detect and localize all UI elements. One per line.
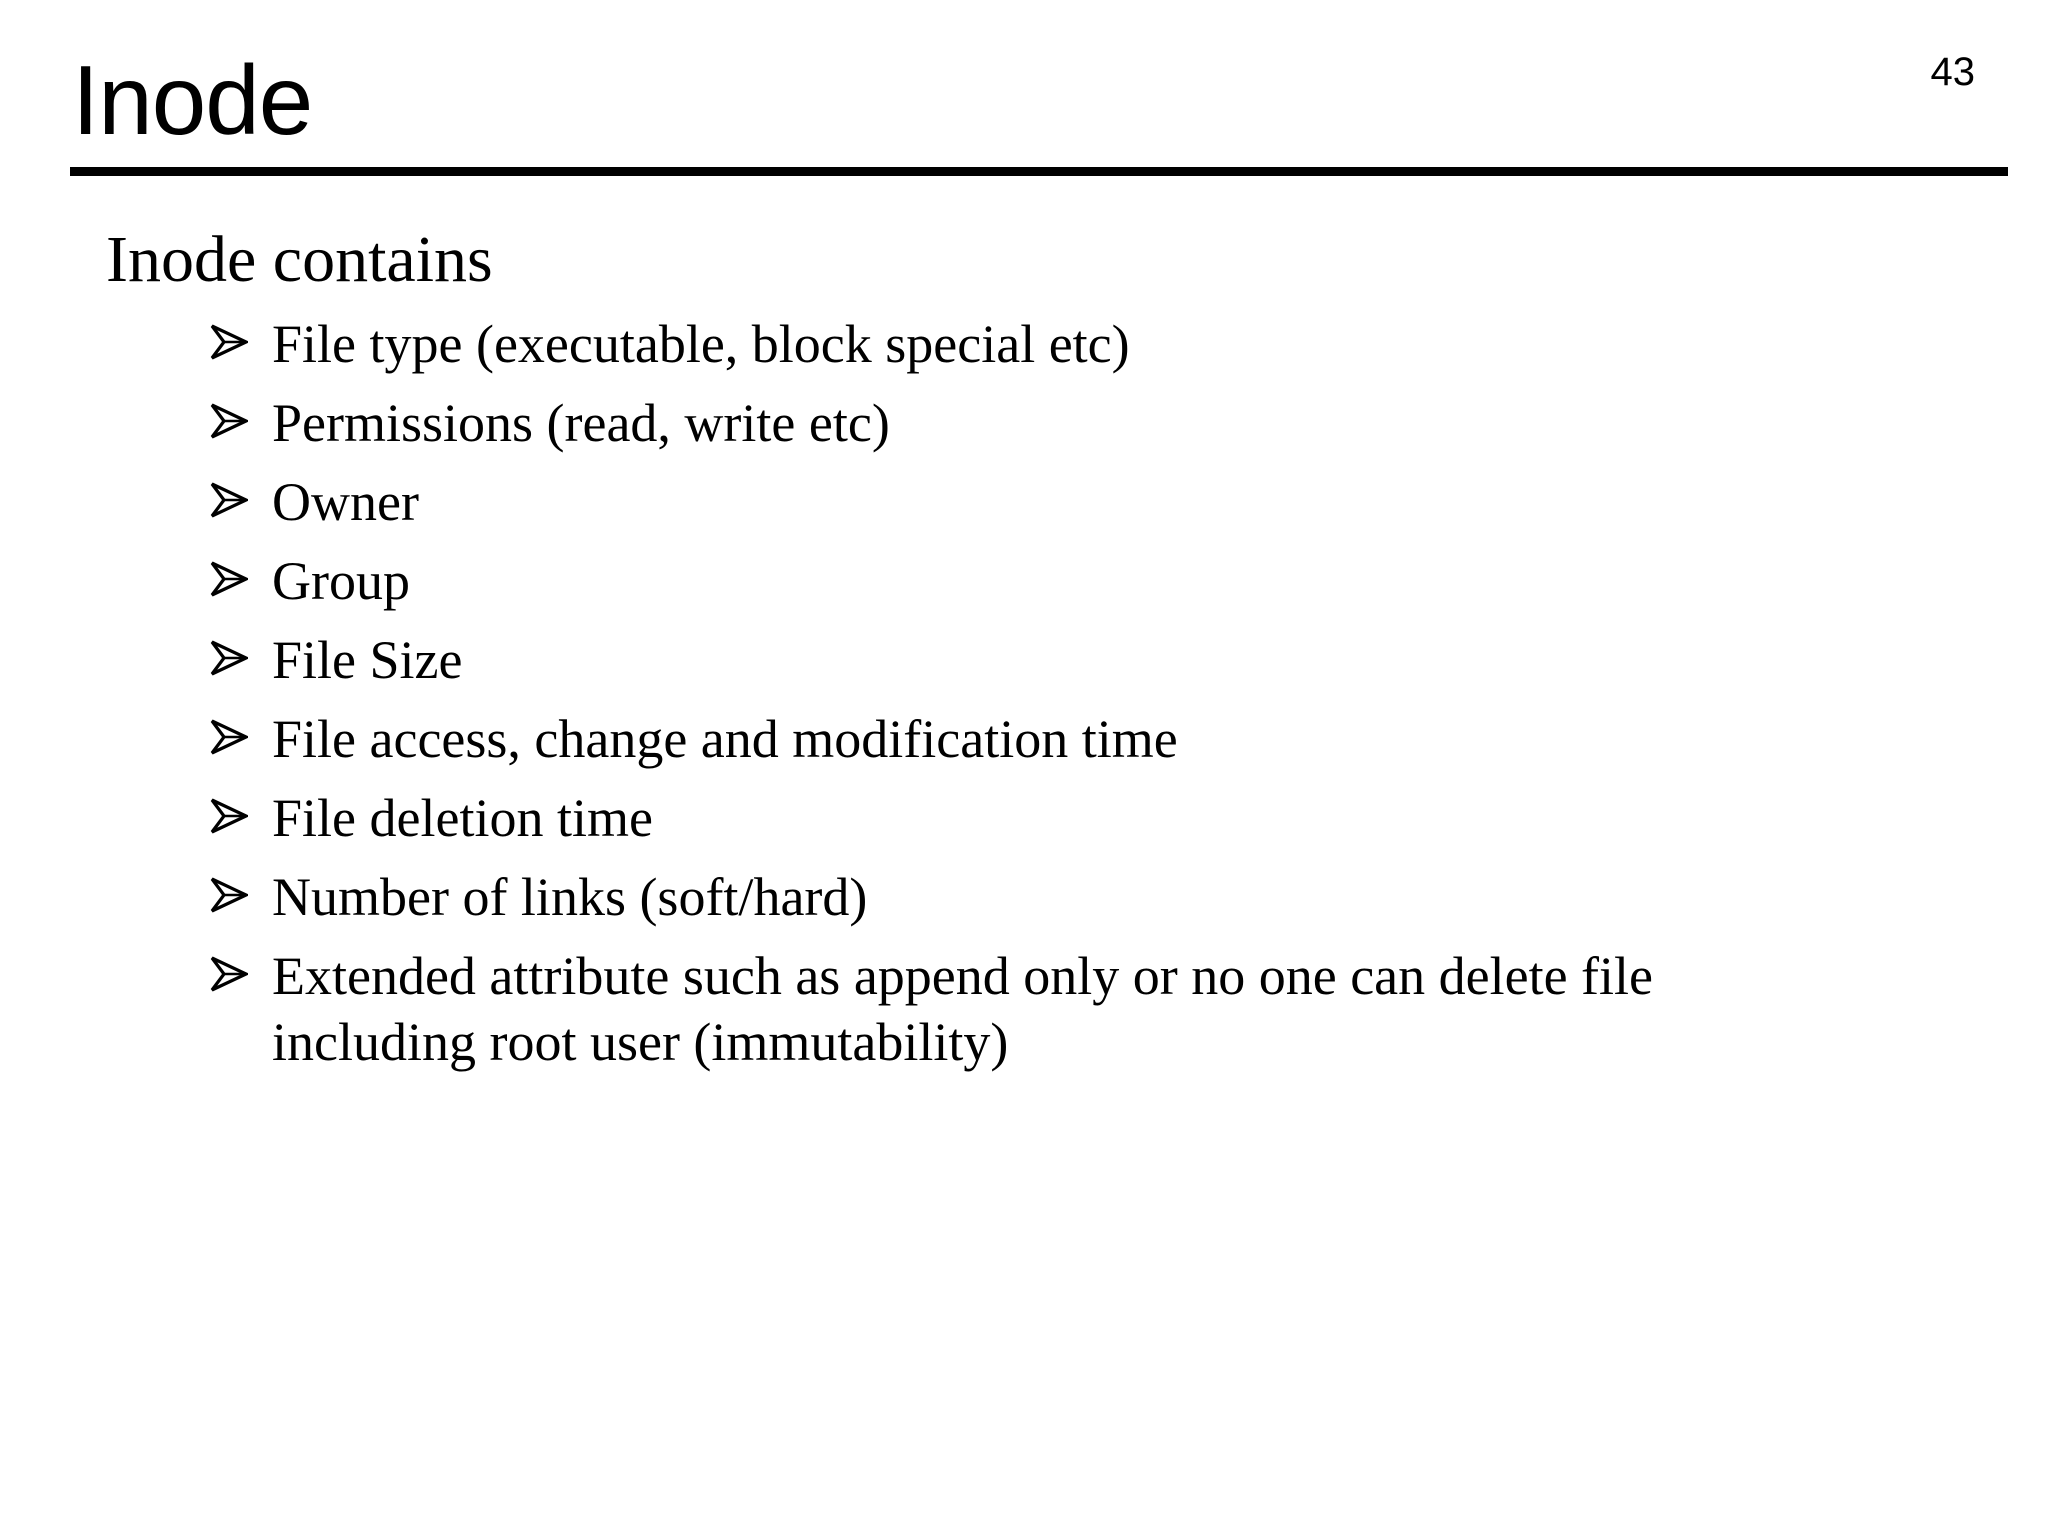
arrowhead-bullet-icon (210, 560, 248, 598)
list-item (206, 311, 1856, 377)
arrowhead-bullet-icon (210, 639, 248, 677)
list-item-text: Permissions (read, write etc) (272, 393, 890, 453)
list-item (206, 864, 1856, 930)
list-item (206, 785, 1856, 851)
list-item (206, 469, 1856, 535)
list-item (206, 390, 1856, 456)
intro-text: Inode contains (106, 223, 493, 296)
arrowhead-bullet-icon (210, 955, 248, 993)
list-item (206, 706, 1856, 772)
list-item-text: File access, change and modification time (272, 709, 1178, 769)
list-item-text: Number of links (soft/hard) (272, 867, 868, 927)
arrowhead-bullet-icon (210, 402, 248, 440)
slide-title: Inode (72, 45, 313, 155)
list-item (206, 627, 1856, 693)
arrowhead-bullet-icon (210, 323, 248, 361)
arrowhead-bullet-icon (210, 797, 248, 835)
list-item (206, 943, 1856, 1075)
bullet-list (206, 311, 1856, 1088)
page-number: 43 (1930, 50, 1975, 94)
arrowhead-bullet-icon (210, 718, 248, 756)
arrowhead-bullet-icon (210, 876, 248, 914)
list-item-text: Owner (272, 472, 419, 532)
list-item-text: File Size (272, 630, 463, 690)
arrowhead-bullet-icon (210, 481, 248, 519)
list-item (206, 548, 1856, 614)
title-divider (70, 167, 2008, 176)
list-item-text: File type (executable, block special etc) (272, 314, 1130, 374)
list-item-text: File deletion time (272, 788, 653, 848)
list-item-text: Group (272, 551, 410, 611)
list-item-text: Extended attribute such as append only or no one can delete file including root user (immutability) (272, 946, 1654, 1072)
